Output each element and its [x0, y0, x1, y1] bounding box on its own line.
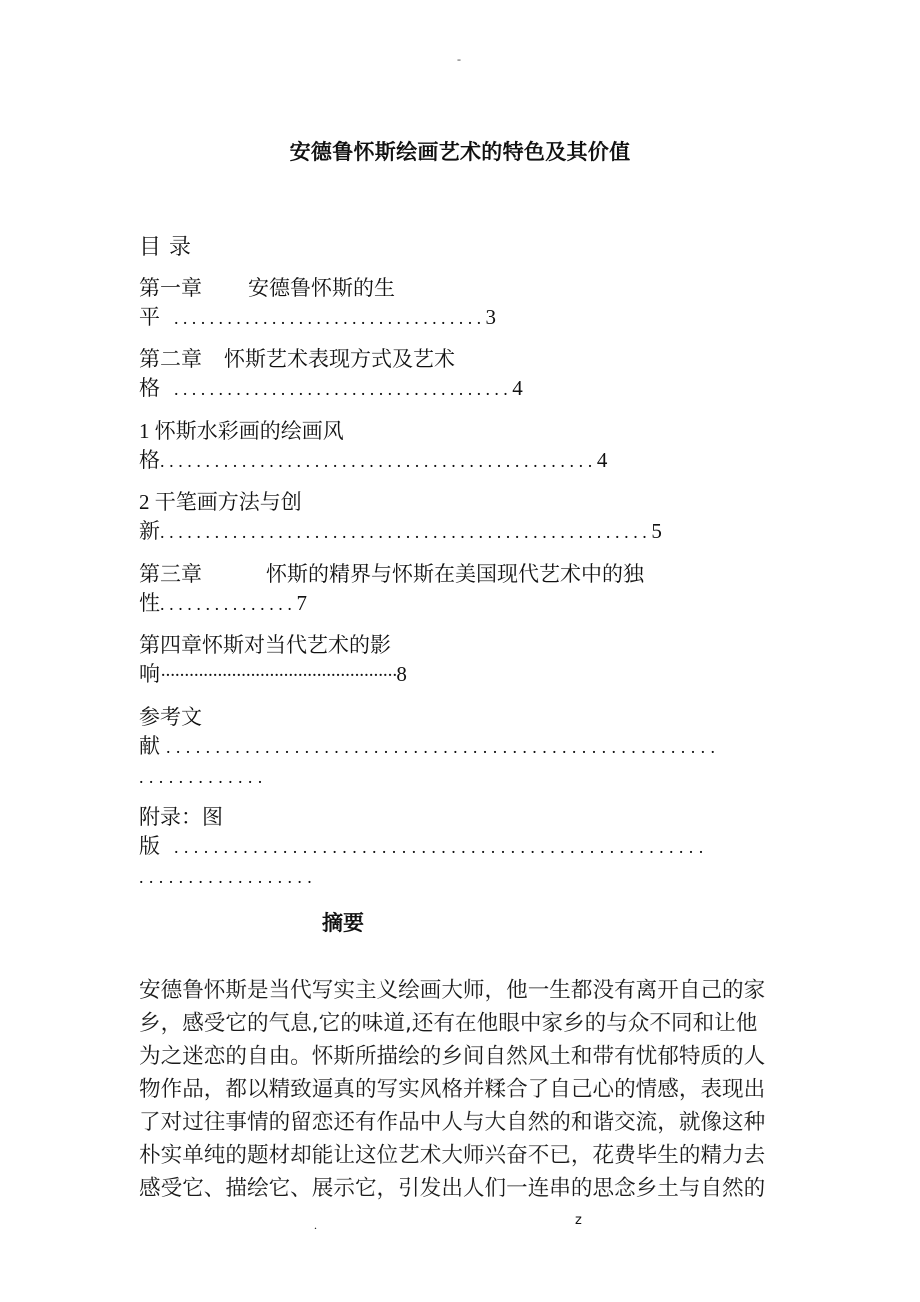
page-footer-left: .	[314, 1218, 317, 1232]
abstract-line: 为之迷恋的自由。怀斯所描绘的乡间自然风土和带有忧郁特质的人	[139, 1044, 766, 1069]
toc-entry-7-leader-cont	[139, 762, 268, 791]
toc-heading: 目录	[139, 234, 200, 259]
toc-entry-2-title[interactable]	[139, 345, 455, 373]
toc-page-number: 7	[296, 591, 307, 615]
dot-leader: ..................	[139, 867, 318, 887]
abstract-line: 感受它、描绘它、展示它，引发出人们一连串的思念乡土与自然的	[139, 1176, 766, 1201]
page-footer-right: z	[575, 1213, 582, 1228]
toc-chapter-label: 第一章	[139, 276, 202, 300]
toc-entry-8-leader-cont	[139, 862, 317, 891]
toc-page-number: 5	[651, 519, 662, 543]
abstract-line: 朴实单纯的题材却能让这位艺术大师兴奋不已，花费毕生的精力去	[139, 1143, 766, 1168]
dot-leader: ··················································	[160, 665, 397, 686]
dot-leader: ................................................	[160, 451, 597, 471]
toc-continuation: 献	[139, 734, 160, 758]
document-title: 安德鲁怀斯绘画艺术的特色及其价值	[289, 140, 631, 164]
page-header-mark: -	[457, 52, 461, 66]
dot-leader: ...............	[160, 594, 297, 614]
toc-section-label: 参考文	[139, 705, 202, 729]
dot-leader: ......................................................	[160, 522, 652, 542]
abstract-line: 物作品，都以精致逼真的写实风格并糅合了自己心的情感，表现出	[139, 1077, 766, 1102]
dot-leader: ...................................	[174, 308, 486, 328]
toc-continuation: 性	[139, 591, 160, 615]
toc-chapter-label: 第二章	[139, 347, 202, 371]
toc-page-number: 4	[512, 376, 523, 400]
toc-chapter-name: 怀斯艺术表现方式及艺术	[224, 347, 455, 371]
toc-entry-3-title[interactable]	[139, 417, 344, 445]
toc-entry-3-leader[interactable]	[139, 446, 607, 475]
toc-entry-8-leader[interactable]	[139, 832, 709, 861]
toc-entry-8-title[interactable]	[139, 803, 223, 831]
dot-leader: ......................................................	[174, 837, 709, 857]
toc-entry-5-leader[interactable]	[139, 589, 307, 618]
toc-entry-6-title[interactable]	[139, 631, 391, 659]
toc-entry-1-title[interactable]	[139, 274, 395, 302]
toc-entry-5-title[interactable]	[139, 560, 644, 588]
toc-page-number: 4	[596, 448, 608, 472]
dot-leader: ........................................................	[166, 737, 721, 757]
toc-chapter-name: 怀斯的精界与怀斯在美国现代艺术中的独	[266, 562, 644, 586]
toc-entry-4-title[interactable]	[139, 488, 302, 516]
toc-entry-2-leader[interactable]	[139, 374, 523, 403]
abstract-line: 了对过往事情的留恋还有作品中人与大自然的和谐交流，就像这种	[139, 1110, 766, 1135]
toc-continuation: 格	[139, 448, 160, 472]
toc-chapter-label: 第四章怀斯对当代艺术的影	[139, 633, 391, 657]
toc-entry-6-leader[interactable]	[139, 660, 407, 690]
toc-entry-4-leader[interactable]	[139, 517, 662, 546]
toc-section-label: 2 干笔画方法与创	[139, 490, 302, 514]
toc-chapter-name: 安德鲁怀斯的生	[248, 276, 395, 300]
toc-entry-7-leader[interactable]	[139, 732, 720, 761]
toc-section-label: 1 怀斯水彩画的绘画风	[139, 419, 344, 443]
toc-continuation: 响	[139, 662, 160, 686]
toc-section-label: 附录：图	[139, 805, 223, 829]
abstract-line: 乡，感受它的气息,它的味道,还有在他眼中家乡的与众不同和让他	[139, 1011, 758, 1036]
abstract-body	[139, 974, 779, 1205]
toc-entry-1-leader[interactable]	[139, 303, 496, 332]
toc-chapter-label: 第三章	[139, 562, 202, 586]
toc-continuation: 版	[139, 834, 160, 858]
toc-page-number: 8	[396, 662, 407, 686]
toc-page-number: 3	[485, 305, 496, 329]
toc-continuation: 平	[139, 305, 160, 329]
toc-continuation: 新	[139, 519, 160, 543]
toc-continuation: 格	[139, 376, 160, 400]
dot-leader: .............	[139, 767, 268, 787]
abstract-heading: 摘要	[322, 911, 364, 935]
abstract-line: 安德鲁怀斯是当代写实主义绘画大师，他一生都没有离开自己的家	[139, 978, 766, 1003]
toc-entry-7-title[interactable]	[139, 703, 202, 731]
dot-leader: ......................................	[174, 379, 513, 399]
